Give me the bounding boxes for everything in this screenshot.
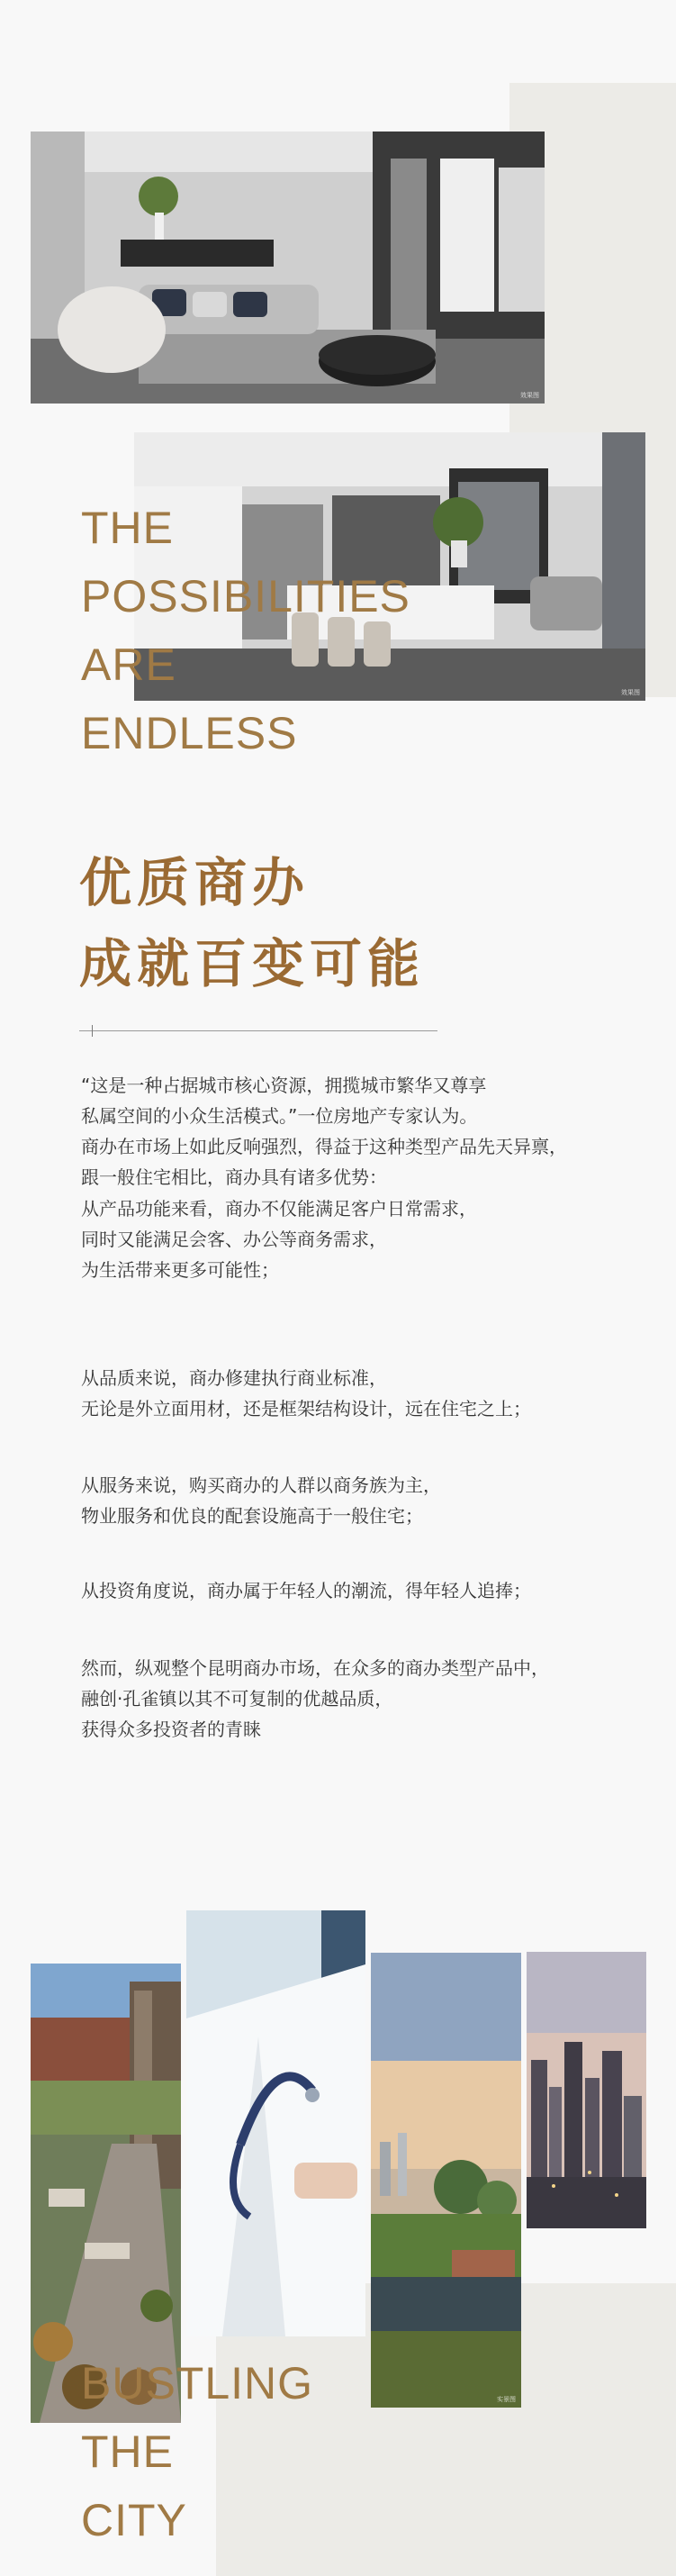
text-line: 物业服务和优良的配套设施高于一般住宅； [81,1505,423,1527]
title-line-2: 成就百变可能 [79,933,426,994]
heading-line: ENDLESS [81,708,298,758]
paragraph-investment [81,1575,531,1606]
heading-line: ARE [81,639,176,690]
text-line: 商办在市场上如此反响强烈，得益于这种类型产品先天异禀， [81,1136,567,1157]
paragraph-intro [81,1070,567,1193]
text-line: 从服务来说，购买商办的人群以商务族为主， [81,1474,441,1496]
text-line: 从投资角度说，商办属于年轻人的潮流，得年轻人追捧； [81,1580,531,1601]
park-landscape-photo [371,1953,521,2408]
paragraph-service [81,1470,441,1531]
photo-mark-label: 效果图 [520,392,539,399]
living-room-photo [31,132,545,404]
paragraph-conclusion [81,1653,549,1745]
text-line: 从品质来说，商办修建执行商业标准， [81,1367,387,1389]
heading-line: THE [81,503,174,553]
text-line: 跟一般住宅相比，商办具有诸多优势： [81,1166,387,1188]
city-skyline-photo [527,1952,646,2228]
text-line: “这是一种占据城市核心资源，拥揽城市繁华又尊享 [81,1075,487,1096]
heading-line: BUSTLING [81,2358,314,2408]
doctor-stethoscope-photo [186,1910,365,2336]
text-line: 同时又能满足会客、办公等商务需求， [81,1229,387,1250]
text-line: 融创·孔雀镇以其不可复制的优越品质， [81,1688,393,1710]
text-line: 然而，纵观整个昆明商办市场，在众多的商办类型产品中， [81,1657,549,1679]
photo-mark-label: 效果图 [621,689,640,696]
page-title [79,842,425,1004]
paragraph-quality [81,1363,531,1424]
possibilities-heading [81,494,410,767]
heading-line: CITY [81,2495,187,2545]
heading-line: THE [81,2426,174,2477]
text-line: 无论是外立面用材，还是框架结构设计，远在住宅之上； [81,1398,531,1420]
photo-mark-label: 实景图 [497,2396,516,2403]
bustling-city-heading [81,2349,313,2554]
text-line: 为生活带来更多可能性； [81,1259,279,1281]
paragraph-function [81,1193,477,1285]
text-line: 私属空间的小众生活模式。”一位房地产专家认为。 [81,1105,478,1127]
heading-line: POSSIBILITIES [81,571,410,621]
text-line: 获得众多投资者的青睐 [81,1719,261,1740]
title-line-1: 优质商办 [79,852,311,913]
text-line: 从产品功能来看，商办不仅能满足客户日常需求， [81,1198,477,1220]
divider-tick [92,1025,93,1037]
divider-line [79,1030,437,1031]
